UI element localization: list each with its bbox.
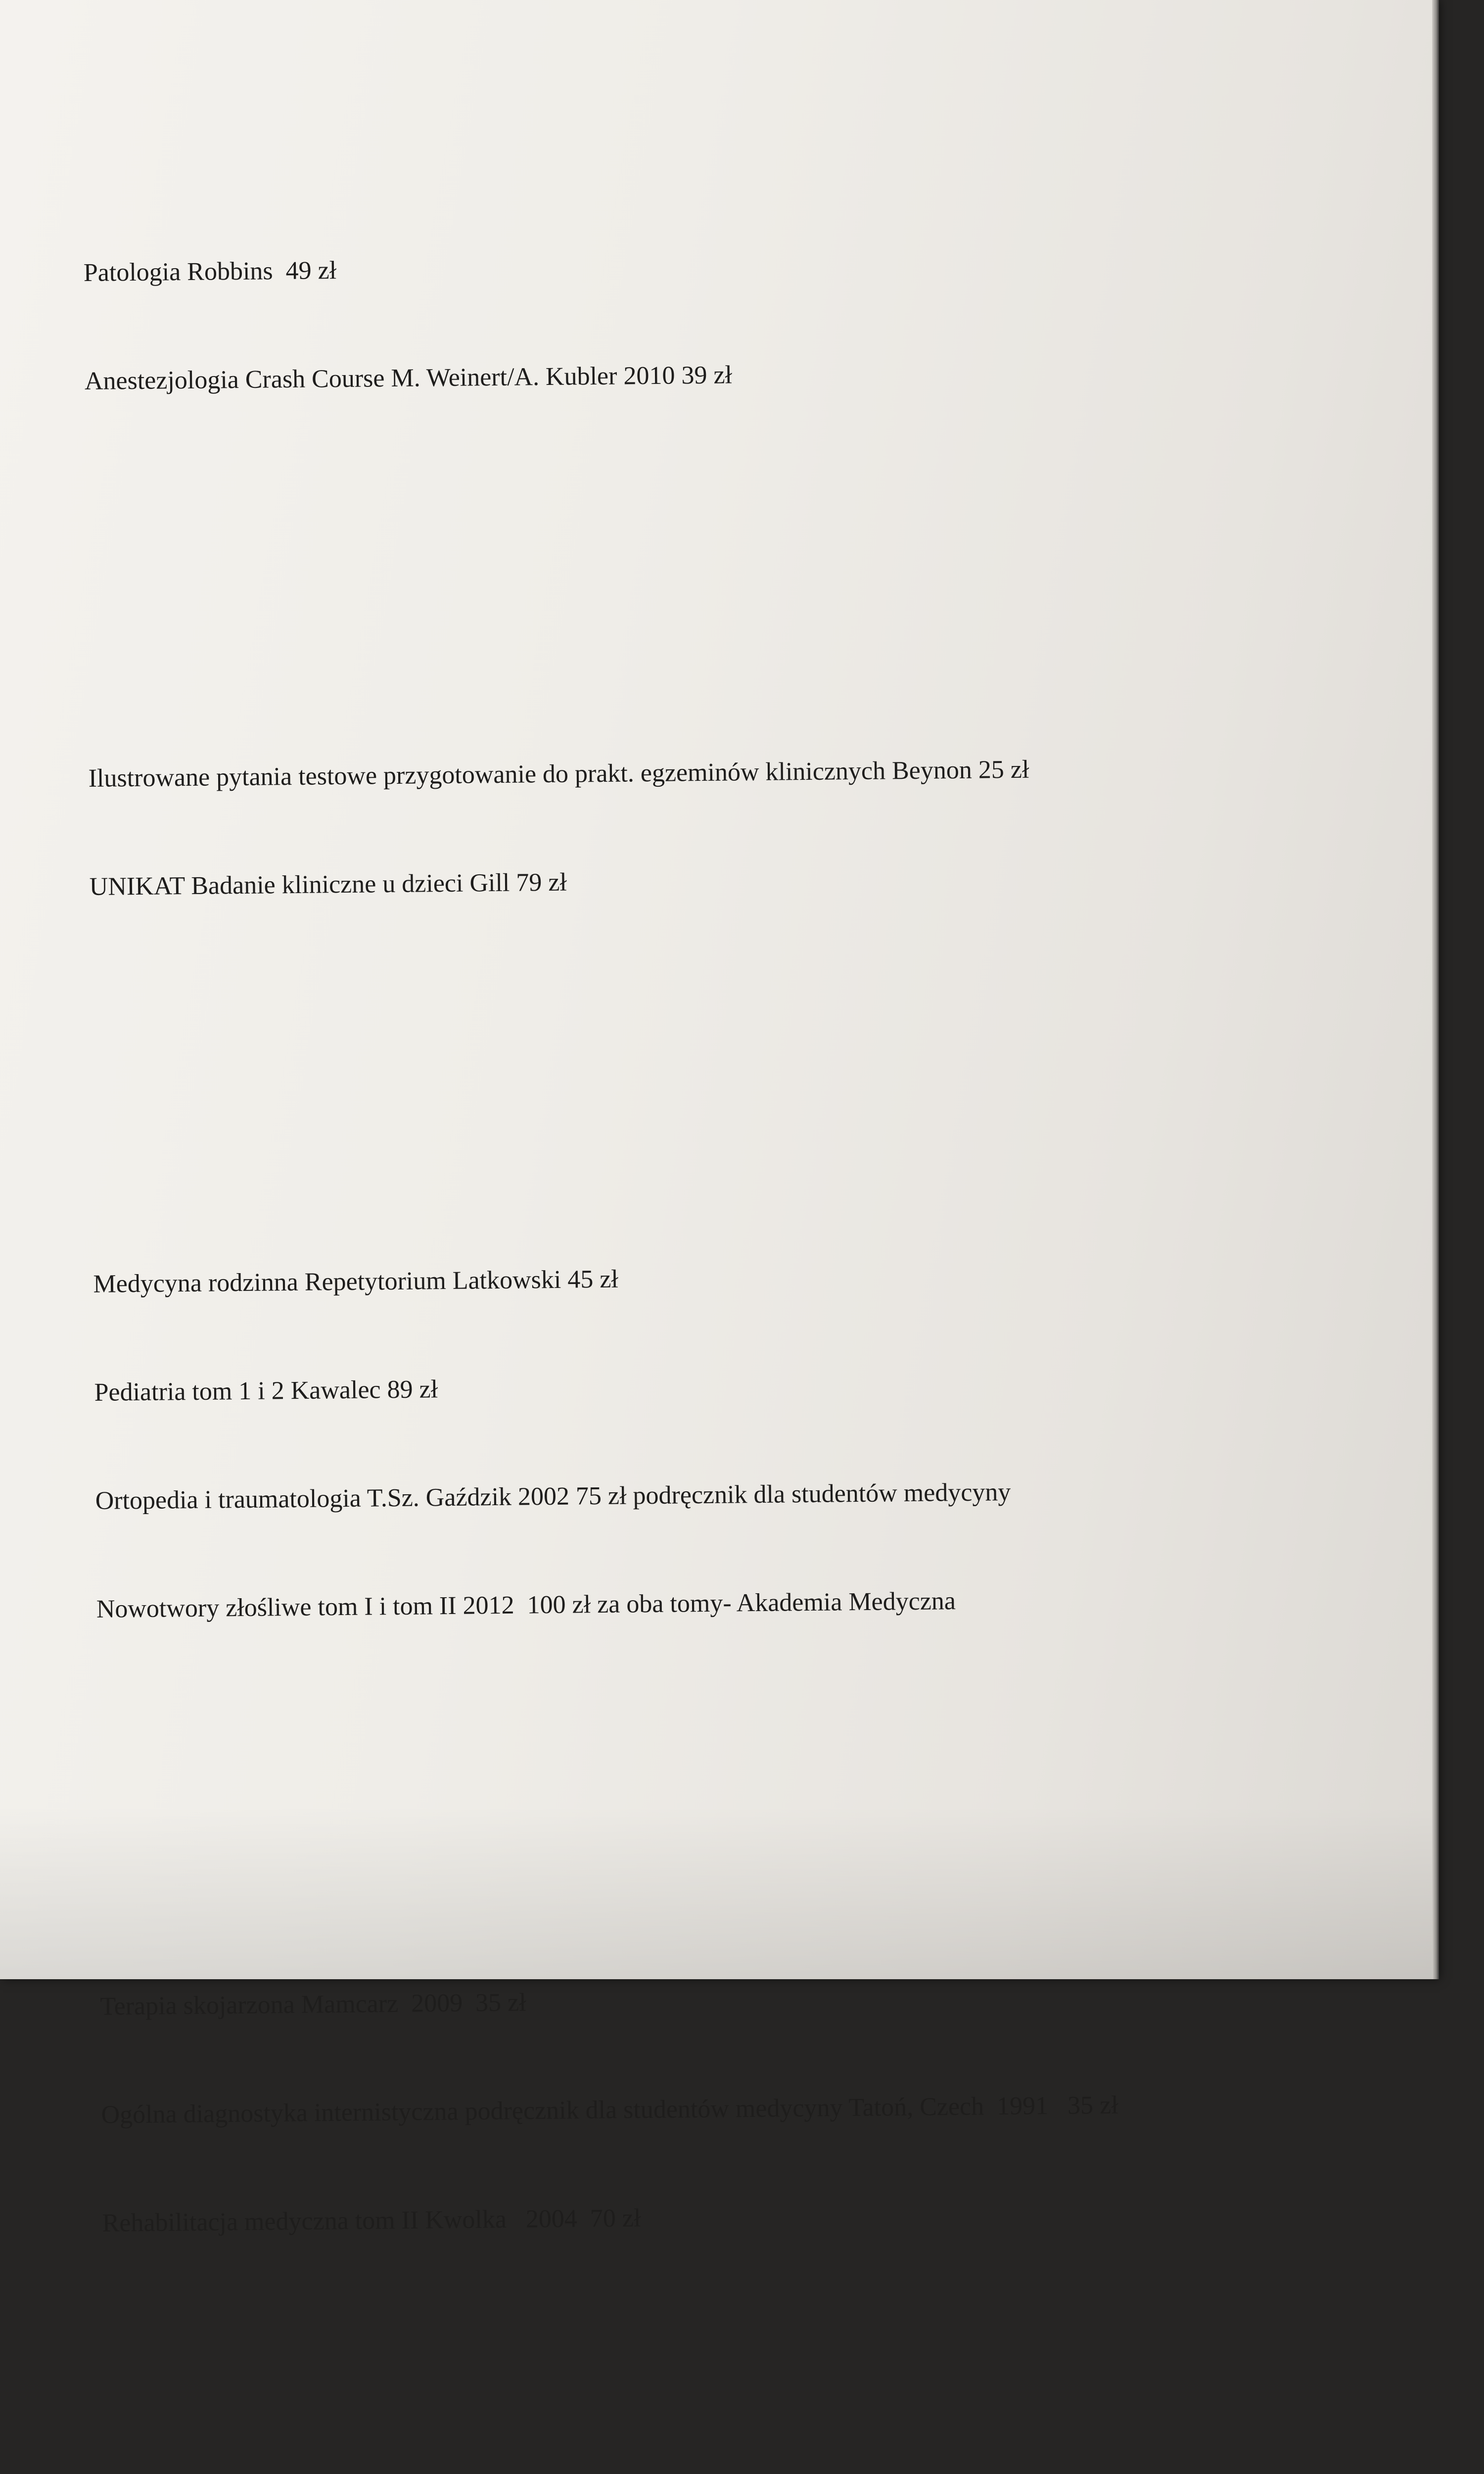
list-item: Nowotwory złośliwe tom I i tom II 2012 100 zł za oba tomy- Akademia Medyczna [96, 1587, 956, 1623]
list-item: Rehabilitacja medyczna tom II Kwolka 2004 70 zł [102, 2204, 641, 2237]
group-3 [93, 1182, 1384, 1700]
group-2 [88, 676, 1376, 977]
group-spacer [104, 2374, 1391, 2422]
group-spacer [86, 531, 1373, 580]
list-item: Terapia skojarzona Mamcarz 2009 35 zł [100, 1988, 526, 2021]
list-item: Patologia Robbins 49 zł [83, 256, 337, 287]
book-price-list [82, 62, 1440, 2474]
group-1 [83, 170, 1371, 472]
list-item: Anestezjologia Crash Course M. Weinert/A. Kubler 2010 39 zł [84, 361, 733, 395]
list-item: Ogólna diagnostyka internistyczna podręcznik dla studentów medycyny Tatoń, Czech 1991 35 zł [101, 2091, 1118, 2129]
paper-edge [1432, 0, 1439, 1979]
list-item: Pediatria tom 1 i 2 Kawalec 89 zł [94, 1375, 438, 1407]
list-item: Ortopedia i traumatologia T.Sz. Gaździk 2002 75 zł podręcznik dla studentów medycyny [95, 1478, 1011, 1515]
list-item: Ilustrowane pytania testowe przygotowanie do prakt. egzeminów klinicznych Beynon 25 zł [88, 755, 1029, 793]
group-spacer [91, 1037, 1378, 1086]
list-item: Medycyna rodzinna Repetytorium Latkowski 45 zł [93, 1265, 619, 1298]
group-spacer [98, 1760, 1385, 1808]
group-4 [99, 1904, 1390, 2314]
list-item: UNIKAT Badanie kliniczne u dzieci Gill 79 zł [89, 868, 567, 901]
